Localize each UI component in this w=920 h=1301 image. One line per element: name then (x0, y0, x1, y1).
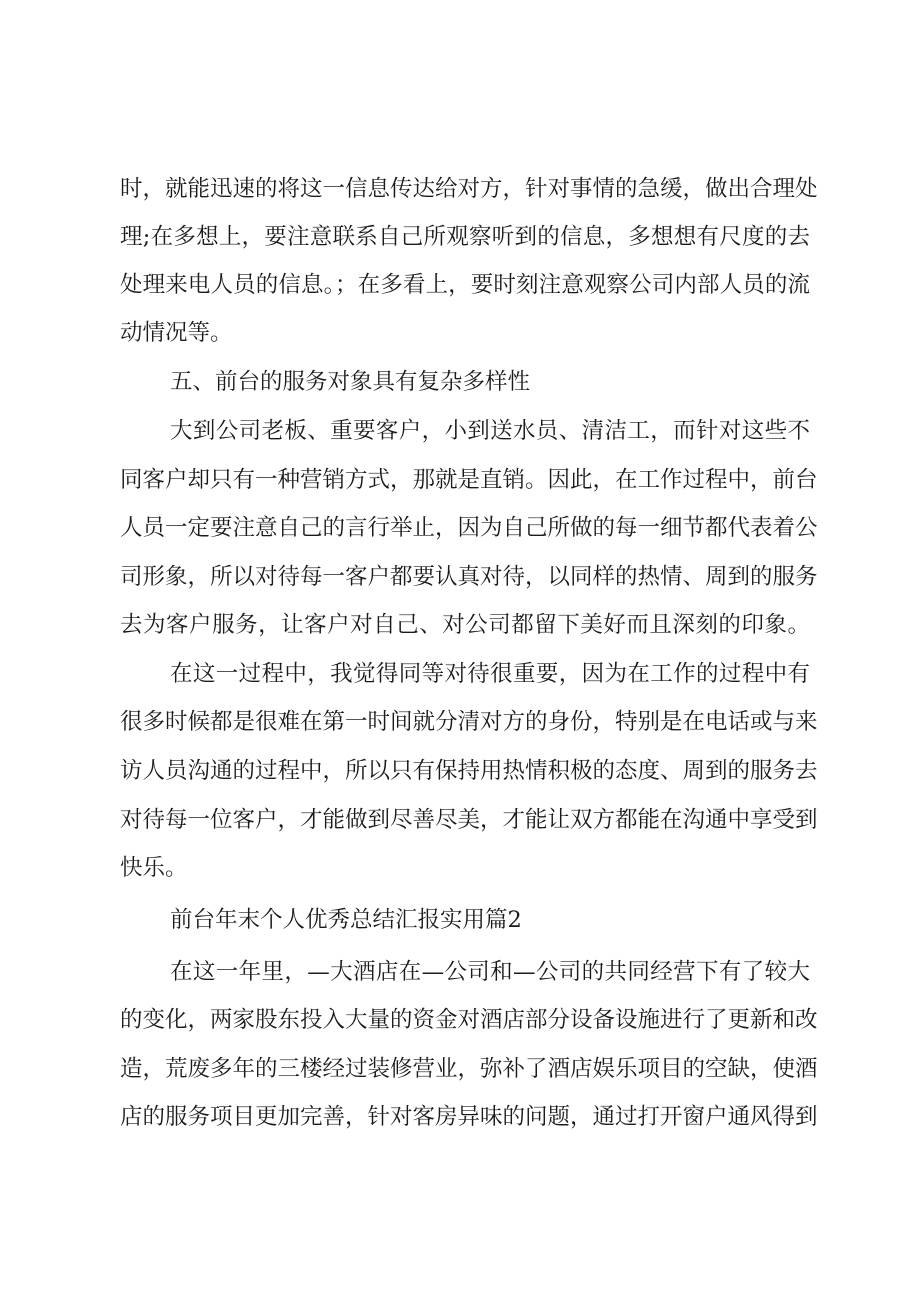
paragraph-line: 同客户却只有一种营销方式，那就是直销。因此，在工作过程中，前台 (120, 467, 818, 493)
paragraph-line: 快乐。 (120, 855, 188, 881)
paragraph-line: 去为客户服务，让客户对自己、对公司都留下美好而且深刻的印象。 (120, 612, 810, 638)
paragraph-line: 对待每一位客户，才能做到尽善尽美，才能让双方都能在沟通中享受到 (120, 807, 818, 833)
paragraph-line: 店的服务项目更加完善，针对客房异味的问题，通过打开窗户通风得到 (120, 1104, 818, 1130)
paragraph-line: 在这一年里，—大酒店在—公司和—公司的共同经营下有了较大 (170, 959, 810, 985)
paragraph-line: 造，荒废多年的三楼经过装修营业，弥补了酒店娱乐项目的空缺，使酒 (120, 1056, 818, 1082)
paragraph-line: 的变化，两家股东投入大量的资金对酒店部分设备设施进行了更新和改 (120, 1007, 818, 1033)
paragraph-line: 司形象，所以对待每一客户都要认真对待，以同样的热情、周到的服务 (120, 564, 818, 590)
article-title: 前台年末个人优秀总结汇报实用篇2 (170, 907, 522, 933)
paragraph-line: 很多时候都是很难在第一时间就分清对方的身份，特别是在电话或与来 (120, 709, 818, 735)
paragraph-line: 大到公司老板、重要客户，小到送水员、清洁工，而针对这些不 (170, 418, 810, 444)
paragraph-line: 理;在多想上，要注意联系自己所观察听到的信息，多想想有尺度的去 (120, 224, 810, 250)
paragraph-line: 时，就能迅速的将这一信息传达给对方，针对事情的急缓，做出合理处 (120, 176, 818, 202)
paragraph-line: 访人员沟通的过程中，所以只有保持用热情积极的态度、周到的服务去 (120, 758, 818, 784)
paragraph-line: 人员一定要注意自己的言行举止，因为自己所做的每一细节都代表着公 (120, 515, 818, 541)
paragraph-line: 在这一过程中，我觉得同等对待很重要，因为在工作的过程中有 (170, 661, 810, 687)
paragraph-line: 处理来电人员的信息。；在多看上，要时刻注意观察公司内部人员的流 (120, 272, 810, 298)
section-heading: 五、前台的服务对象具有复杂多样性 (170, 369, 531, 395)
paragraph-line: 动情况等。 (120, 320, 233, 346)
